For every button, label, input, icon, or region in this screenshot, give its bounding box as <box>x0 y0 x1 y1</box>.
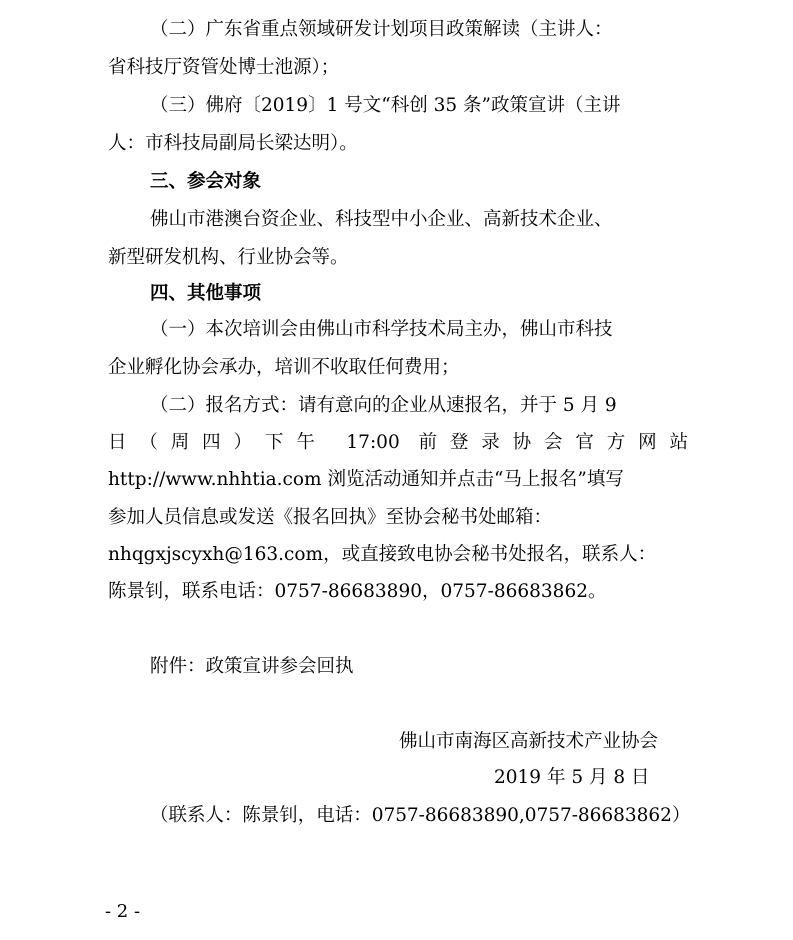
body-line: （一）本次培训会由佛山市科学技术局主办，佛山市科技 <box>150 319 613 340</box>
body-line: 陈景钊，联系电话：0757-86683890，0757-86683862。 <box>108 581 607 602</box>
body-line: （二）报名方式：请有意向的企业从速报名，并于 5 月 9 <box>150 395 617 416</box>
signature-date: 2019 年 5 月 8 日 <box>494 767 650 788</box>
body-line: 省科技厅资管处博士池源）； <box>108 57 340 78</box>
body-line: http://www.nhhtia.com 浏览活动通知并点击“马上报名”填写 <box>108 469 624 490</box>
body-line: 企业孵化协会承办，培训不收取任何费用； <box>108 357 460 378</box>
body-line: 日（周四）下午 17:00 前登录协会官方网站 <box>108 432 688 453</box>
signature-organization: 佛山市南海区高新技术产业协会 <box>399 731 659 752</box>
body-line: 人：市科技局副局长梁达明）。 <box>108 133 358 154</box>
signature-contact: （联系人：陈景钊，电话：0757-86683890,0757-86683862） <box>150 805 691 826</box>
body-line: 佛山市港澳台资企业、科技型中小企业、高新技术企业、 <box>150 209 613 230</box>
page-number: - 2 - <box>105 901 141 922</box>
body-line: nhqgxjscyxh@163.com，或直接致电协会秘书处报名，联系人： <box>108 544 657 565</box>
body-line: 参加人员信息或发送《报名回执》至协会秘书处邮箱： <box>108 507 553 528</box>
body-line: （二）广东省重点领域研发计划项目政策解读（主讲人： <box>150 19 613 40</box>
body-line: 新型研发机构、行业协会等。 <box>108 247 349 268</box>
section-heading: 四、其他事项 <box>150 283 262 304</box>
body-line: （三）佛府〔2019〕1 号文“科创 35 条”政策宣讲（主讲 <box>150 95 621 116</box>
attachment-note: 附件：政策宣讲参会回执 <box>150 656 354 677</box>
section-heading: 三、参会对象 <box>150 171 262 192</box>
